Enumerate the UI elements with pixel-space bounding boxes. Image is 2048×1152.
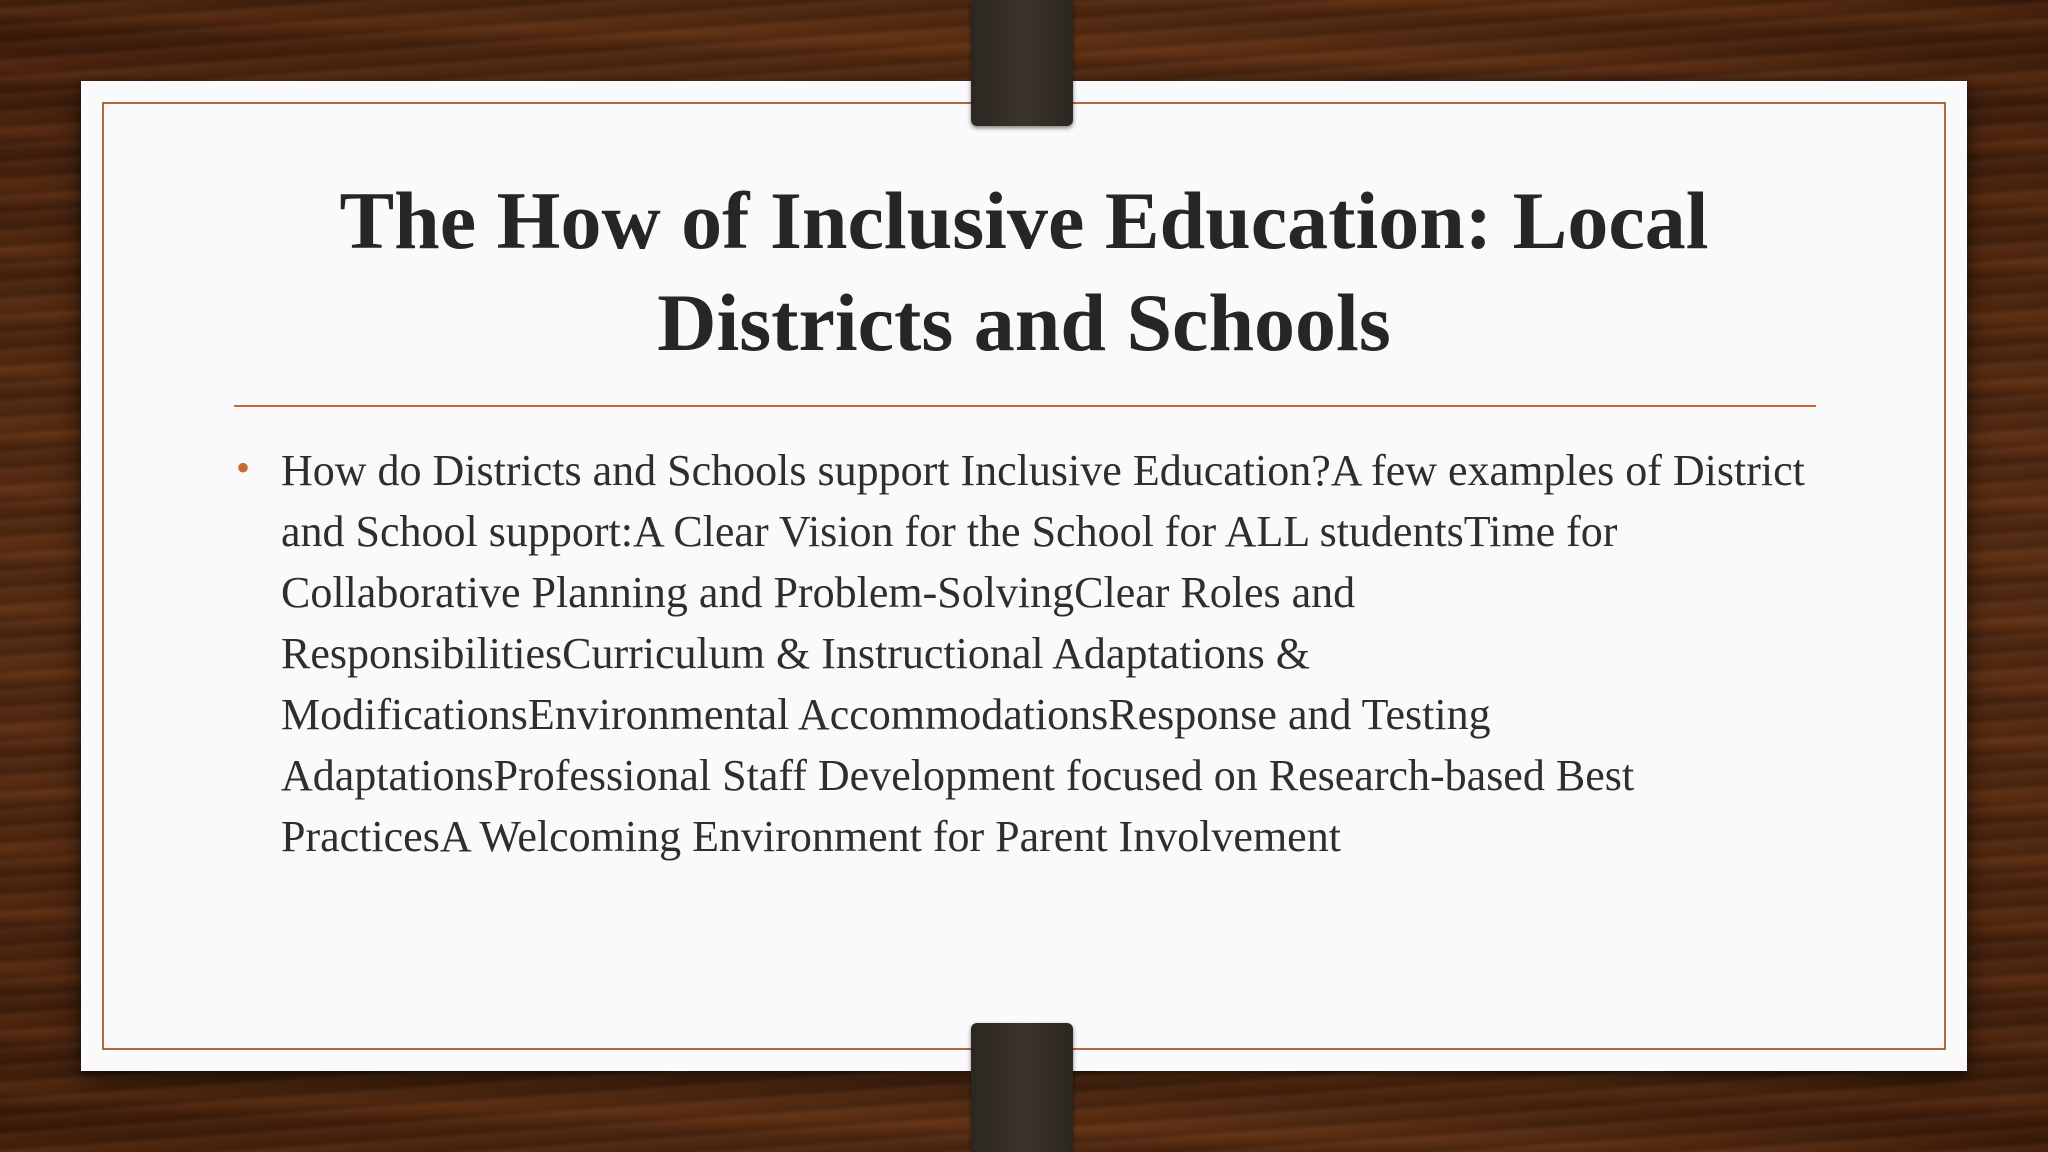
bullet-icon: • xyxy=(236,445,251,490)
slide-title: The How of Inclusive Education: Local Districts and Schools xyxy=(339,175,1709,368)
slide-body xyxy=(236,440,1826,867)
bullet-text: How do Districts and Schools support Inclusive Education?A few examples of District and School support:A Clear Vision for the School for ALL studentsTime for Collaborative Planning and Problem-SolvingClear Roles and ResponsibilitiesCurriculum & Instructional Adaptations & ModificationsEnvironmental AccommodationsResponse and Testing AdaptationsProfessional Staff Development focused on Research-based Best PracticesA Welcoming Environment for Parent Involvement xyxy=(281,446,1805,861)
bullet-item xyxy=(236,440,1826,867)
title-divider xyxy=(234,405,1816,407)
top-strap xyxy=(971,0,1073,126)
bottom-strap xyxy=(971,1023,1073,1152)
